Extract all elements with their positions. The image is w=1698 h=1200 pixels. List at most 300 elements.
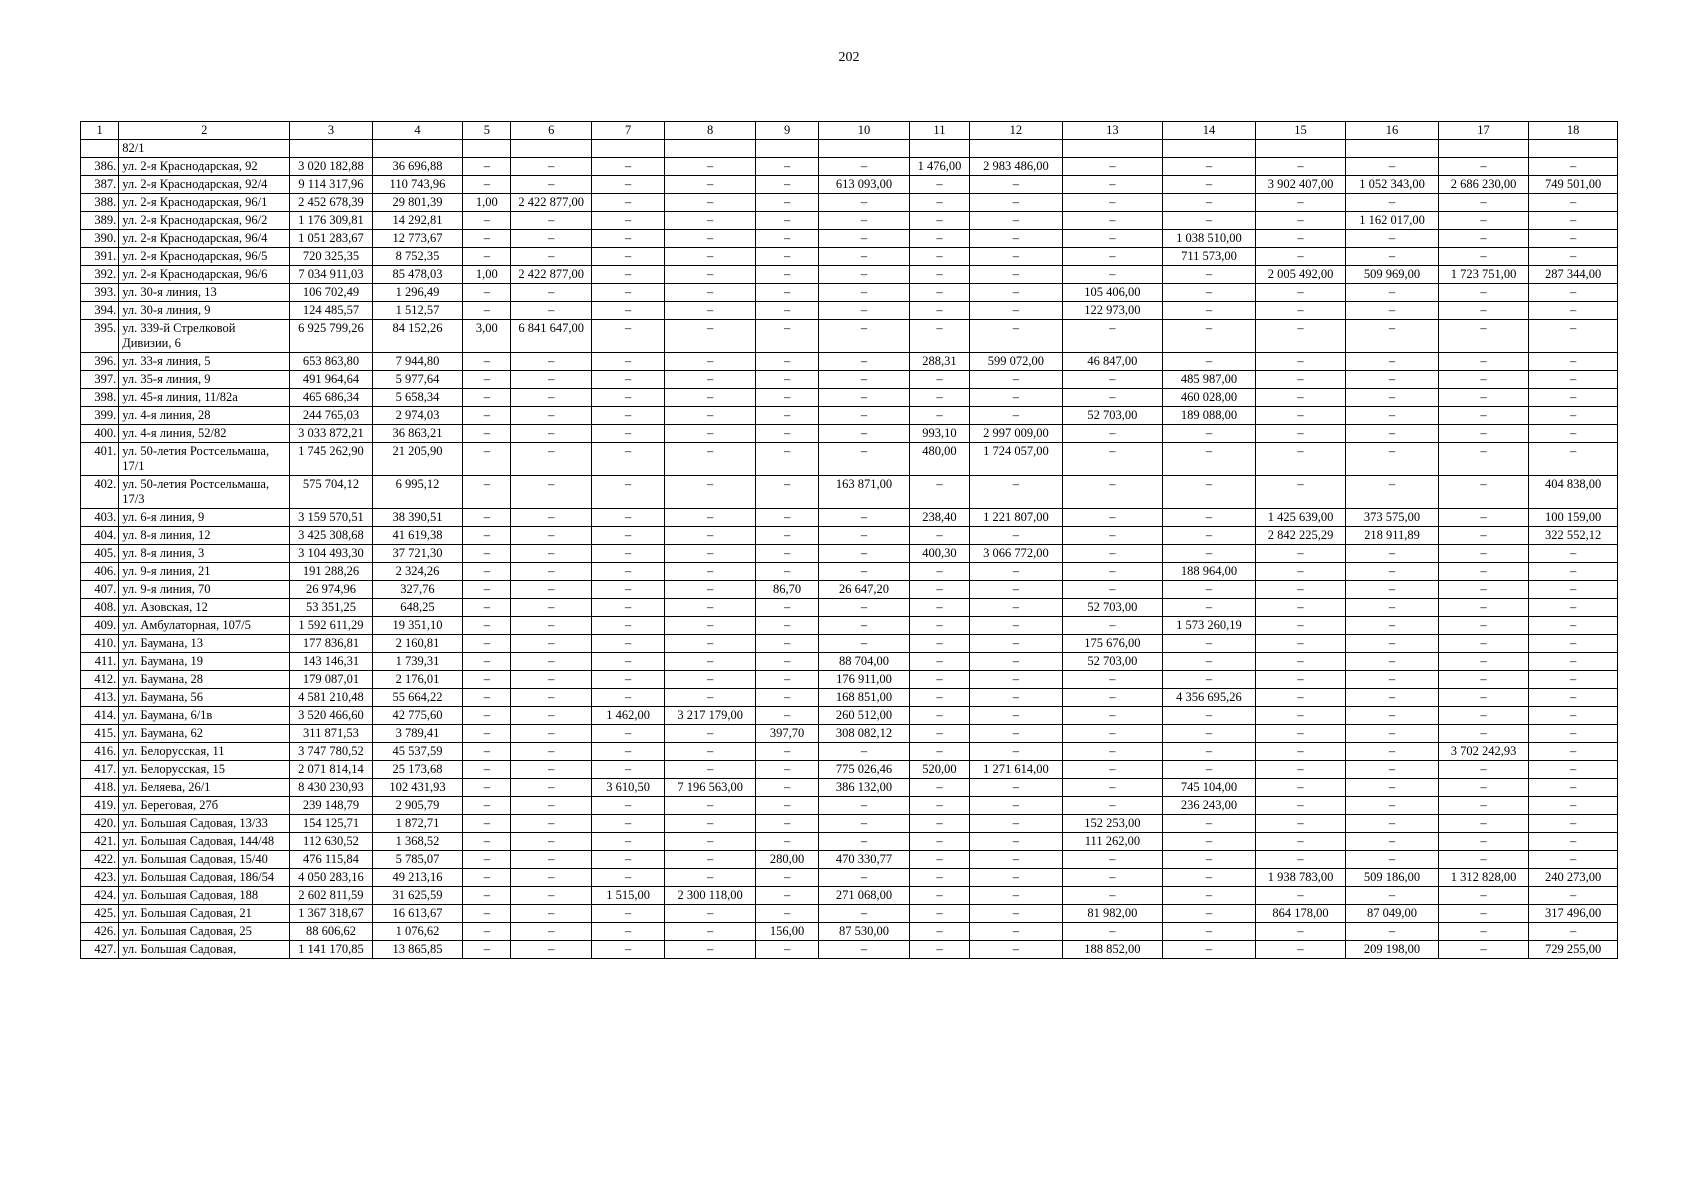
row-number-cell: 410. (81, 635, 119, 653)
value-cell: – (665, 527, 756, 545)
value-cell: – (755, 887, 818, 905)
value-cell: – (1346, 563, 1439, 581)
value-cell: 397,70 (755, 725, 818, 743)
value-cell: 6 841 647,00 (511, 320, 591, 353)
value-cell: – (755, 527, 818, 545)
row-number-cell: 393. (81, 284, 119, 302)
value-cell: – (1346, 194, 1439, 212)
table-row (81, 212, 1618, 230)
value-cell: 25 173,68 (372, 761, 463, 779)
value-cell: 711 573,00 (1163, 248, 1256, 266)
value-cell: – (1346, 671, 1439, 689)
value-cell: 775 026,46 (819, 761, 910, 779)
table-row (81, 887, 1618, 905)
value-cell: 1 745 262,90 (290, 443, 372, 476)
value-cell: – (591, 635, 664, 653)
value-cell: – (591, 176, 664, 194)
value-cell: – (511, 545, 591, 563)
value-cell: – (909, 833, 969, 851)
value-cell: – (591, 194, 664, 212)
value-cell: – (970, 302, 1063, 320)
value-cell: – (1529, 320, 1618, 353)
table-row (81, 194, 1618, 212)
value-cell: – (463, 923, 511, 941)
column-number-cell: 15 (1255, 122, 1346, 140)
value-cell: – (591, 212, 664, 230)
value-cell: – (665, 797, 756, 815)
value-cell: – (970, 725, 1063, 743)
value-cell: – (665, 869, 756, 887)
value-cell: – (591, 389, 664, 407)
value-cell: – (665, 194, 756, 212)
value-cell: – (970, 923, 1063, 941)
value-cell: 3 425 308,68 (290, 527, 372, 545)
value-cell: – (1346, 923, 1439, 941)
value-cell: 209 198,00 (1346, 941, 1439, 959)
value-cell: – (1346, 158, 1439, 176)
value-cell: – (511, 302, 591, 320)
value-cell: – (755, 617, 818, 635)
value-cell: – (1163, 194, 1256, 212)
row-number-cell: 417. (81, 761, 119, 779)
address-cell: ул. 2-я Краснодарская, 96/4 (119, 230, 290, 248)
value-cell: – (1163, 320, 1256, 353)
row-number-cell: 408. (81, 599, 119, 617)
value-cell: 280,00 (755, 851, 818, 869)
value-cell: – (1062, 851, 1163, 869)
value-cell: – (511, 617, 591, 635)
value-cell: – (511, 797, 591, 815)
value-cell: – (511, 389, 591, 407)
value-cell: 218 911,89 (1346, 527, 1439, 545)
value-cell: – (970, 833, 1063, 851)
row-number-cell: 396. (81, 353, 119, 371)
value-cell: 260 512,00 (819, 707, 910, 725)
address-cell: ул. 2-я Краснодарская, 96/6 (119, 266, 290, 284)
value-cell: – (665, 941, 756, 959)
value-cell: 239 148,79 (290, 797, 372, 815)
value-cell: – (909, 941, 969, 959)
value-cell: 520,00 (909, 761, 969, 779)
value-cell: – (1062, 248, 1163, 266)
table-row (81, 725, 1618, 743)
value-cell: – (511, 743, 591, 761)
value-cell: – (1062, 743, 1163, 761)
table-row (81, 923, 1618, 941)
value-cell: 156,00 (755, 923, 818, 941)
value-cell: 3 159 570,51 (290, 509, 372, 527)
value-cell: – (819, 545, 910, 563)
address-cell: ул. Белорусская, 11 (119, 743, 290, 761)
value-cell: – (755, 599, 818, 617)
value-cell: – (1163, 815, 1256, 833)
row-number-cell: 414. (81, 707, 119, 725)
table-row (81, 320, 1618, 353)
row-number-cell: 394. (81, 302, 119, 320)
value-cell: – (1255, 617, 1346, 635)
address-cell: ул. 339-й Стрелковой Дивизии, 6 (119, 320, 290, 353)
table-row (81, 815, 1618, 833)
data-table (80, 121, 1618, 959)
value-cell: – (1346, 248, 1439, 266)
address-cell: ул. 30-я линия, 13 (119, 284, 290, 302)
value-cell: – (1163, 851, 1256, 869)
value-cell: – (591, 671, 664, 689)
value-cell: – (1255, 941, 1346, 959)
value-cell: – (1255, 689, 1346, 707)
value-cell: – (665, 389, 756, 407)
value-cell: 7 034 911,03 (290, 266, 372, 284)
value-cell: – (463, 671, 511, 689)
value-cell: 37 721,30 (372, 545, 463, 563)
table-row (81, 248, 1618, 266)
value-cell: – (970, 905, 1063, 923)
value-cell: 13 865,85 (372, 941, 463, 959)
value-cell: – (755, 407, 818, 425)
value-cell: – (591, 527, 664, 545)
value-cell: – (1163, 671, 1256, 689)
row-number-cell: 398. (81, 389, 119, 407)
value-cell: – (1346, 779, 1439, 797)
value-cell: – (511, 887, 591, 905)
value-cell: – (463, 407, 511, 425)
value-cell: – (511, 158, 591, 176)
value-cell: – (591, 371, 664, 389)
value-cell: – (970, 284, 1063, 302)
value-cell: – (819, 194, 910, 212)
value-cell: – (1438, 302, 1529, 320)
row-number-cell: 416. (81, 743, 119, 761)
value-cell: 6 995,12 (372, 476, 463, 509)
value-cell: 188 852,00 (1062, 941, 1163, 959)
address-cell: ул. Баумана, 28 (119, 671, 290, 689)
value-cell: – (755, 302, 818, 320)
table-row (81, 617, 1618, 635)
value-cell: – (755, 671, 818, 689)
value-cell: – (463, 563, 511, 581)
value-cell: – (819, 371, 910, 389)
value-cell (909, 140, 969, 158)
address-cell: ул. Баумана, 19 (119, 653, 290, 671)
value-cell: – (909, 653, 969, 671)
value-cell: – (755, 476, 818, 509)
table-row (81, 599, 1618, 617)
value-cell: 1 076,62 (372, 923, 463, 941)
value-cell (1346, 140, 1439, 158)
value-cell: – (1163, 581, 1256, 599)
value-cell: – (819, 389, 910, 407)
value-cell: – (1062, 617, 1163, 635)
value-cell: 2 905,79 (372, 797, 463, 815)
value-cell: 1 872,71 (372, 815, 463, 833)
value-cell: 1 296,49 (372, 284, 463, 302)
value-cell: – (665, 743, 756, 761)
value-cell: – (591, 302, 664, 320)
value-cell: – (1438, 905, 1529, 923)
value-cell: – (1163, 302, 1256, 320)
value-cell: – (970, 371, 1063, 389)
address-cell: ул. 4-я линия, 52/82 (119, 425, 290, 443)
value-cell: – (1529, 761, 1618, 779)
value-cell: – (1438, 425, 1529, 443)
table-row (81, 407, 1618, 425)
value-cell: – (909, 527, 969, 545)
value-cell: 152 253,00 (1062, 815, 1163, 833)
value-cell: – (819, 563, 910, 581)
value-cell: – (591, 284, 664, 302)
value-cell: 1,00 (463, 266, 511, 284)
value-cell: 105 406,00 (1062, 284, 1163, 302)
value-cell: – (511, 563, 591, 581)
value-cell: – (1529, 284, 1618, 302)
value-cell: 189 088,00 (1163, 407, 1256, 425)
value-cell: – (463, 248, 511, 266)
value-cell: – (1529, 545, 1618, 563)
value-cell: – (970, 815, 1063, 833)
table-row (81, 371, 1618, 389)
value-cell: – (591, 599, 664, 617)
value-cell: – (819, 635, 910, 653)
value-cell: – (511, 941, 591, 959)
value-cell: 52 703,00 (1062, 407, 1163, 425)
value-cell: – (1163, 869, 1256, 887)
row-number-cell: 421. (81, 833, 119, 851)
value-cell: – (463, 389, 511, 407)
address-cell: ул. 50-летия Ростсельмаша, 17/3 (119, 476, 290, 509)
value-cell: – (1255, 653, 1346, 671)
address-cell: ул. 9-я линия, 21 (119, 563, 290, 581)
value-cell: – (755, 743, 818, 761)
value-cell: – (511, 707, 591, 725)
value-cell: – (1255, 833, 1346, 851)
value-cell: – (1346, 743, 1439, 761)
value-cell: – (1062, 797, 1163, 815)
value-cell: – (970, 407, 1063, 425)
value-cell: – (1438, 599, 1529, 617)
row-number-cell: 386. (81, 158, 119, 176)
value-cell: – (1438, 284, 1529, 302)
value-cell: 749 501,00 (1529, 176, 1618, 194)
value-cell: – (1529, 923, 1618, 941)
value-cell: – (511, 905, 591, 923)
value-cell: – (1255, 248, 1346, 266)
value-cell: 2 842 225,29 (1255, 527, 1346, 545)
value-cell: 188 964,00 (1163, 563, 1256, 581)
value-cell: 5 977,64 (372, 371, 463, 389)
value-cell: 613 093,00 (819, 176, 910, 194)
value-cell: – (591, 476, 664, 509)
value-cell (511, 140, 591, 158)
column-number-cell: 17 (1438, 122, 1529, 140)
value-cell: – (1529, 815, 1618, 833)
value-cell: – (1438, 248, 1529, 266)
value-cell: – (665, 212, 756, 230)
value-cell: – (819, 527, 910, 545)
value-cell: 12 773,67 (372, 230, 463, 248)
value-cell: – (1255, 797, 1346, 815)
value-cell: – (1346, 320, 1439, 353)
value-cell: – (665, 635, 756, 653)
value-cell: – (1438, 581, 1529, 599)
value-cell: 8 752,35 (372, 248, 463, 266)
value-cell: 288,31 (909, 353, 969, 371)
value-cell: – (1062, 230, 1163, 248)
value-cell: – (909, 212, 969, 230)
value-cell: – (970, 617, 1063, 635)
value-cell: 88 704,00 (819, 653, 910, 671)
value-cell: 16 613,67 (372, 905, 463, 923)
value-cell: – (1346, 443, 1439, 476)
value-cell: – (665, 284, 756, 302)
value-cell: – (463, 443, 511, 476)
table-row (81, 389, 1618, 407)
value-cell: 311 871,53 (290, 725, 372, 743)
value-cell: 177 836,81 (290, 635, 372, 653)
value-cell: 8 430 230,93 (290, 779, 372, 797)
table-row (81, 671, 1618, 689)
value-cell: – (591, 941, 664, 959)
value-cell: – (755, 158, 818, 176)
table-row (81, 743, 1618, 761)
address-cell: 82/1 (119, 140, 290, 158)
value-cell: – (755, 653, 818, 671)
value-cell: – (1529, 653, 1618, 671)
value-cell: – (1438, 617, 1529, 635)
value-cell: – (665, 371, 756, 389)
value-cell: 2 452 678,39 (290, 194, 372, 212)
value-cell: – (463, 887, 511, 905)
row-number-cell: 392. (81, 266, 119, 284)
value-cell: – (463, 797, 511, 815)
table-row (81, 653, 1618, 671)
address-cell: ул. Большая Садовая, 15/40 (119, 851, 290, 869)
column-number-cell: 2 (119, 122, 290, 140)
value-cell: – (909, 779, 969, 797)
value-cell: – (1255, 635, 1346, 653)
value-cell: – (909, 599, 969, 617)
column-number-cell: 18 (1529, 122, 1618, 140)
value-cell: – (909, 635, 969, 653)
value-cell: – (970, 212, 1063, 230)
value-cell: 1 038 510,00 (1163, 230, 1256, 248)
value-cell: – (591, 905, 664, 923)
value-cell: – (591, 320, 664, 353)
value-cell: – (665, 230, 756, 248)
table-row (81, 833, 1618, 851)
value-cell: 476 115,84 (290, 851, 372, 869)
value-cell: – (1346, 407, 1439, 425)
value-cell: – (1529, 743, 1618, 761)
value-cell: – (1255, 353, 1346, 371)
address-cell: ул. Беляева, 26/1 (119, 779, 290, 797)
value-cell: – (1163, 761, 1256, 779)
value-cell: – (511, 815, 591, 833)
value-cell: – (591, 869, 664, 887)
value-cell: – (755, 707, 818, 725)
value-cell: 2 422 877,00 (511, 266, 591, 284)
value-cell: – (1346, 284, 1439, 302)
value-cell: – (665, 761, 756, 779)
value-cell: – (511, 725, 591, 743)
value-cell: – (819, 407, 910, 425)
value-cell: – (511, 869, 591, 887)
value-cell: – (665, 176, 756, 194)
value-cell: – (665, 815, 756, 833)
address-cell: ул. 8-я линия, 12 (119, 527, 290, 545)
value-cell: – (591, 923, 664, 941)
value-cell: – (463, 284, 511, 302)
value-cell: – (909, 320, 969, 353)
value-cell: – (1438, 689, 1529, 707)
value-cell: – (1255, 194, 1346, 212)
value-cell: 3 066 772,00 (970, 545, 1063, 563)
value-cell: – (463, 869, 511, 887)
value-cell: – (1346, 725, 1439, 743)
value-cell: – (1438, 725, 1529, 743)
table-row (81, 851, 1618, 869)
value-cell: – (970, 887, 1063, 905)
table-row (81, 266, 1618, 284)
value-cell: – (1346, 581, 1439, 599)
row-number-cell: 406. (81, 563, 119, 581)
value-cell: – (511, 476, 591, 509)
value-cell: 2 005 492,00 (1255, 266, 1346, 284)
value-cell: – (1255, 779, 1346, 797)
column-number-row (81, 122, 1618, 140)
value-cell: – (819, 599, 910, 617)
address-cell: ул. Большая Садовая, 25 (119, 923, 290, 941)
value-cell: – (463, 905, 511, 923)
value-cell: – (755, 509, 818, 527)
value-cell: 176 911,00 (819, 671, 910, 689)
value-cell: – (755, 815, 818, 833)
value-cell: – (819, 302, 910, 320)
value-cell: – (1438, 923, 1529, 941)
value-cell: – (970, 797, 1063, 815)
value-cell: – (819, 248, 910, 266)
value-cell: – (1062, 563, 1163, 581)
address-cell: ул. Береговая, 27б (119, 797, 290, 815)
value-cell: – (1438, 563, 1529, 581)
value-cell: – (463, 725, 511, 743)
value-cell: – (970, 320, 1063, 353)
value-cell: – (1529, 563, 1618, 581)
table-row (81, 869, 1618, 887)
value-cell: – (1255, 158, 1346, 176)
value-cell: – (511, 353, 591, 371)
value-cell: 1 476,00 (909, 158, 969, 176)
value-cell: 49 213,16 (372, 869, 463, 887)
value-cell: – (591, 761, 664, 779)
value-cell: – (819, 815, 910, 833)
value-cell: – (909, 476, 969, 509)
value-cell: – (463, 743, 511, 761)
table-row (81, 761, 1618, 779)
value-cell: – (463, 158, 511, 176)
value-cell: – (1255, 545, 1346, 563)
value-cell: – (1163, 353, 1256, 371)
table-row (81, 158, 1618, 176)
value-cell: – (909, 815, 969, 833)
value-cell: – (970, 476, 1063, 509)
value-cell: – (665, 266, 756, 284)
value-cell: – (970, 941, 1063, 959)
value-cell: – (1438, 407, 1529, 425)
row-number-cell: 426. (81, 923, 119, 941)
value-cell: 4 050 283,16 (290, 869, 372, 887)
value-cell: – (1062, 923, 1163, 941)
value-cell: 404 838,00 (1529, 476, 1618, 509)
